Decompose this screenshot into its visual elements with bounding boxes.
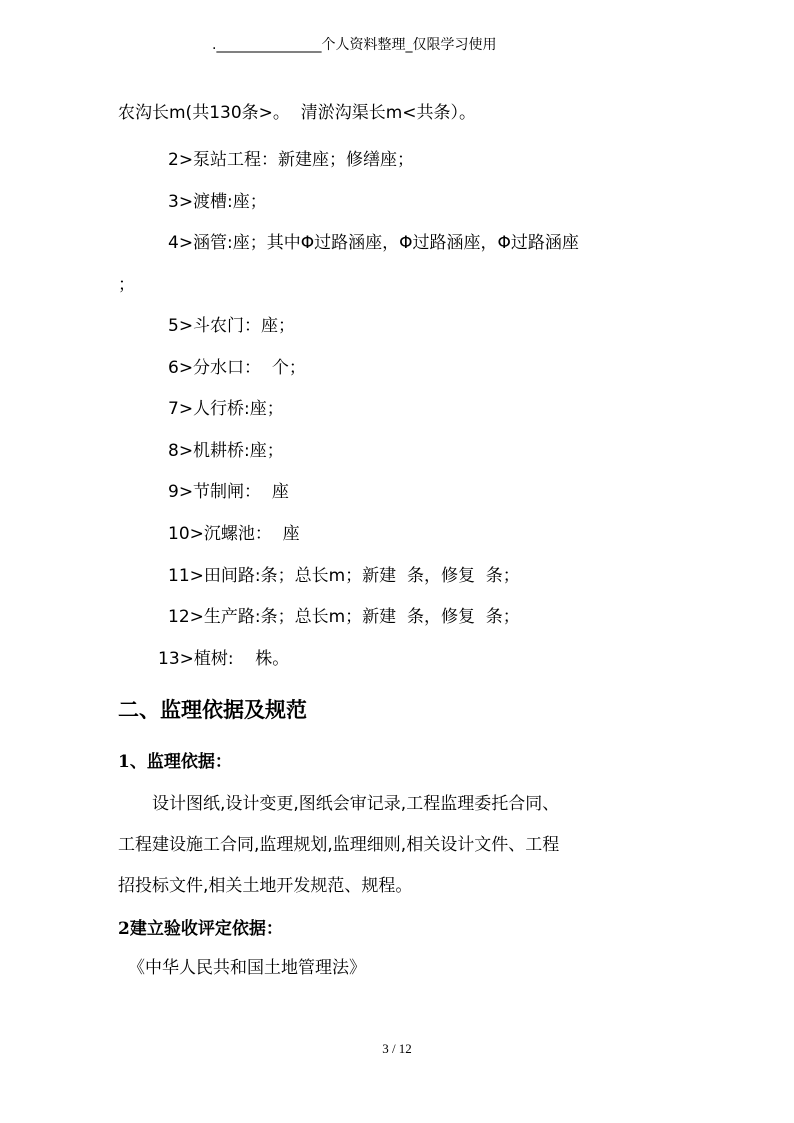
list-item: 2>泵站工程：新建座；修缮座； [168,150,415,170]
list-item: 11>田间路:条；总长m；新建 条，修复 条； [168,566,520,586]
paragraph-line: 设计图纸,设计变更,图纸会审记录,工程监理委托合同、 [152,794,560,814]
page-header: ._______________个人资料整理_仅限学习使用 [212,37,497,53]
list-item: 13>植树: 株。 [158,649,290,669]
section-title: 二、监理依据及规范 [118,697,307,722]
list-item: 5>斗农门：座； [168,316,296,336]
list-item: 6>分水口： 个； [168,358,306,378]
page-number: 3 / 12 [382,1041,412,1056]
subsection-title: 2建立验收评定依据： [118,919,283,939]
ditch-length-line: 农沟长m(共130条>。 清淤沟渠长m<共条）。 [118,103,476,123]
list-item: 10>沉螺池： 座 [168,524,300,544]
list-item: 4>涵管:座；其中Φ过路涵座，Φ过路涵座，Φ过路涵座 [168,233,579,253]
paragraph-line: 招投标文件,相关土地开发规范、规程。 [118,876,413,896]
paragraph-line: 工程建设施工合同,监理规划,监理细则,相关设计文件、工程 [118,835,560,855]
list-item: 12>生产路:条；总长m；新建 条，修复 条； [168,607,520,627]
list-item: 8>机耕桥:座； [168,441,284,461]
list-item-continuation: ； [118,275,135,295]
list-item: 7>人行桥:座； [168,399,284,419]
law-reference: 《中华人民共和国土地管理法》 [128,958,366,978]
subsection-title: 1、监理依据： [118,752,232,772]
list-item: 9>节制闸： 座 [168,482,289,502]
list-item: 3>渡槽:座； [168,192,267,212]
